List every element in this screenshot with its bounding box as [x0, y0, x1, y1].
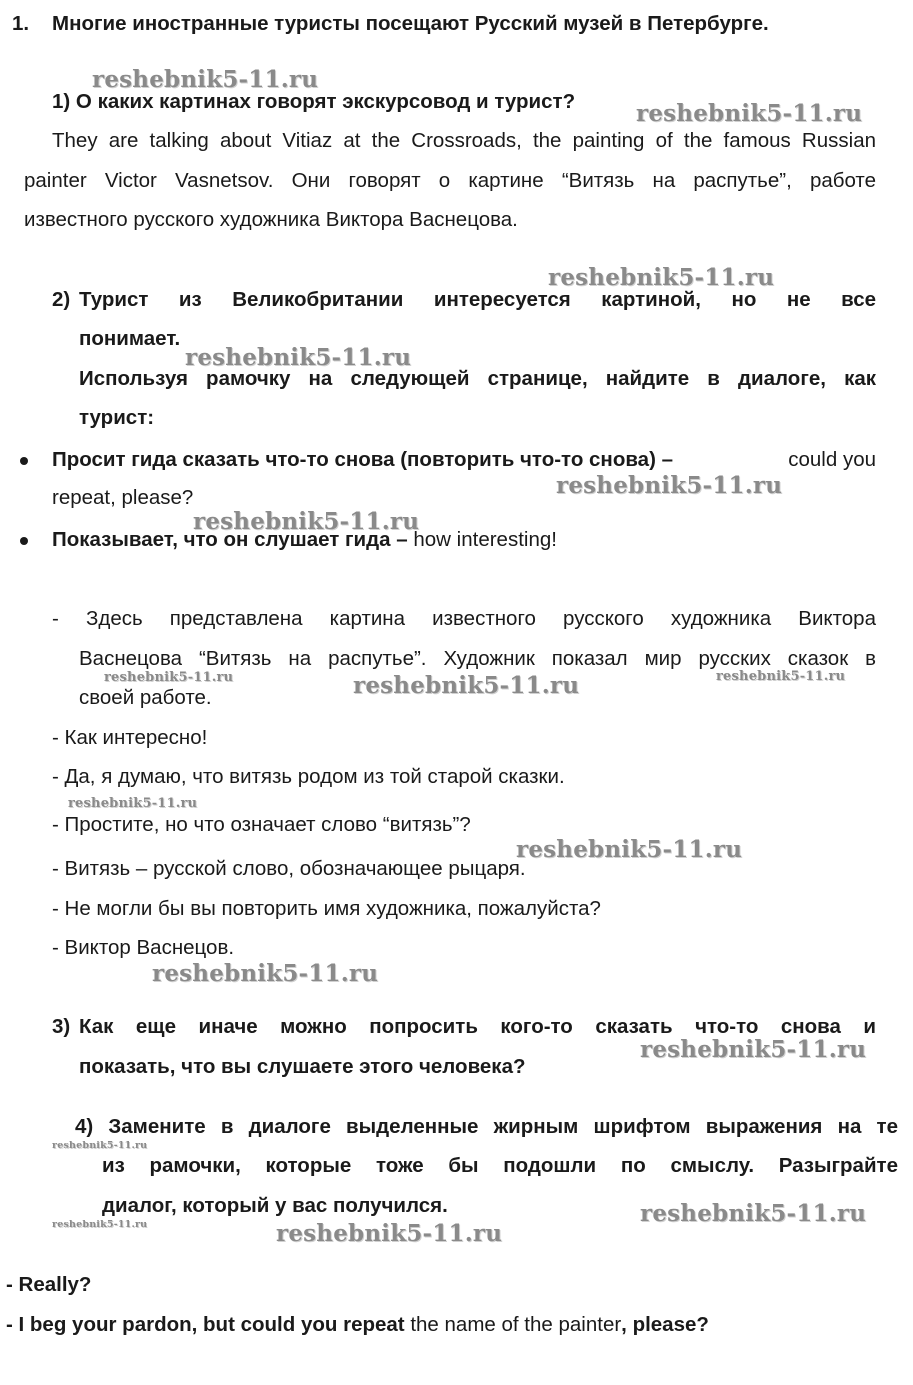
task-title: Многие иностранные туристы посещают Русский музей в Петербурге. [52, 12, 769, 35]
dialogue-line1a: - Здесь представлена картина известного русского художника Виктора [52, 607, 876, 630]
dialogue-line5: - Витязь – русской слово, обозначающее рыцаря. [52, 857, 526, 880]
bullet-dot [20, 537, 28, 545]
dialogue-line2: - Как интересно! [52, 726, 208, 749]
watermark: reshebnik5-11.ru [276, 1220, 503, 1247]
dialogue-line1b: Васнецова “Витязь на распутье”. Художник показал мир русских сказок в [79, 647, 876, 670]
answer-2-bold-2: , please? [621, 1313, 709, 1336]
q4-line3: диалог, который у вас получился. [102, 1194, 448, 1217]
answer-1: - Really? [6, 1273, 92, 1296]
dialogue-line6: - Не могли бы вы повторить имя художника, пожалуйста? [52, 897, 601, 920]
dialogue-line1c: своей работе. [79, 686, 212, 709]
watermark: reshebnik5-11.ru [185, 344, 412, 371]
watermark: reshebnik5-11.ru [556, 472, 783, 499]
q3-line2: показать, что вы слушаете этого человека? [79, 1055, 526, 1078]
q3-number: 3) [52, 1015, 71, 1038]
bullet-2-bold: Показывает, что он слушает гида – [52, 528, 408, 551]
watermark: reshebnik5-11.ru [640, 1200, 867, 1227]
watermark: reshebnik5-11.ru [516, 836, 743, 863]
q2-line3: Используя рамочку на следующей странице, найдите в диалоге, как [79, 367, 876, 390]
watermark: reshebnik5-11.ru [52, 1219, 148, 1230]
watermark: reshebnik5-11.ru [353, 672, 580, 699]
q1-answer-line2: painter Victor Vasnetsov. Они говорят о картине “Витязь на распутье”, работе [24, 169, 876, 192]
q4-line2: из рамочки, которые тоже бы подошли по смыслу. Разыграйте [102, 1154, 898, 1177]
q2-number: 2) [52, 288, 71, 311]
watermark: reshebnik5-11.ru [640, 1036, 867, 1063]
q1-heading: 1) О каких картинах говорят экскурсовод и турист? [52, 90, 576, 113]
dialogue-line7: - Виктор Васнецов. [52, 936, 235, 959]
answer-2-bold-1: - I beg your pardon, but could you repeat [6, 1313, 405, 1336]
q2-line2: понимает. [79, 327, 181, 350]
watermark: reshebnik5-11.ru [716, 669, 846, 684]
task-number: 1. [12, 12, 30, 35]
watermark: reshebnik5-11.ru [152, 960, 379, 987]
answer-2-normal: the name of the painter [404, 1313, 622, 1336]
watermark: reshebnik5-11.ru [68, 796, 198, 811]
answer-2 [6, 1312, 709, 1338]
dialogue-line3: - Да, я думаю, что витязь родом из той старой сказки. [52, 765, 565, 788]
bullet-dot [20, 457, 28, 465]
bullet-1-line1 [52, 447, 876, 473]
watermark: reshebnik5-11.ru [193, 508, 420, 535]
q1-answer-line3: известного русского художника Виктора Васнецова. [24, 208, 518, 231]
q4-line1: 4) Замените в диалоге выделенные жирным шрифтом выражения на те [75, 1115, 898, 1138]
q1-answer-line1: They are talking about Vitiaz at the Crossroads, the painting of the famous Russian [52, 129, 876, 152]
q2-line1: Турист из Великобритании интересуется картиной, но не все [79, 288, 876, 311]
watermark: reshebnik5-11.ru [636, 100, 863, 127]
watermark: reshebnik5-11.ru [52, 1140, 148, 1151]
dialogue-line4: - Простите, но что означает слово “витязь”? [52, 813, 471, 836]
watermark: reshebnik5-11.ru [548, 264, 775, 291]
bullet-1-bold: Просит гида сказать что-то снова (повторить что-то снова) – [52, 448, 673, 471]
q3-line1: Как еще иначе можно попросить кого-то сказать что-то снова и [79, 1015, 876, 1038]
bullet-1-cont: repeat, please? [52, 486, 194, 509]
bullet-1-normal: could you [788, 448, 876, 471]
watermark: reshebnik5-11.ru [104, 670, 234, 685]
q2-line4: турист: [79, 406, 155, 429]
bullet-2-normal: how interesting! [413, 528, 557, 551]
watermark: reshebnik5-11.ru [92, 66, 319, 93]
